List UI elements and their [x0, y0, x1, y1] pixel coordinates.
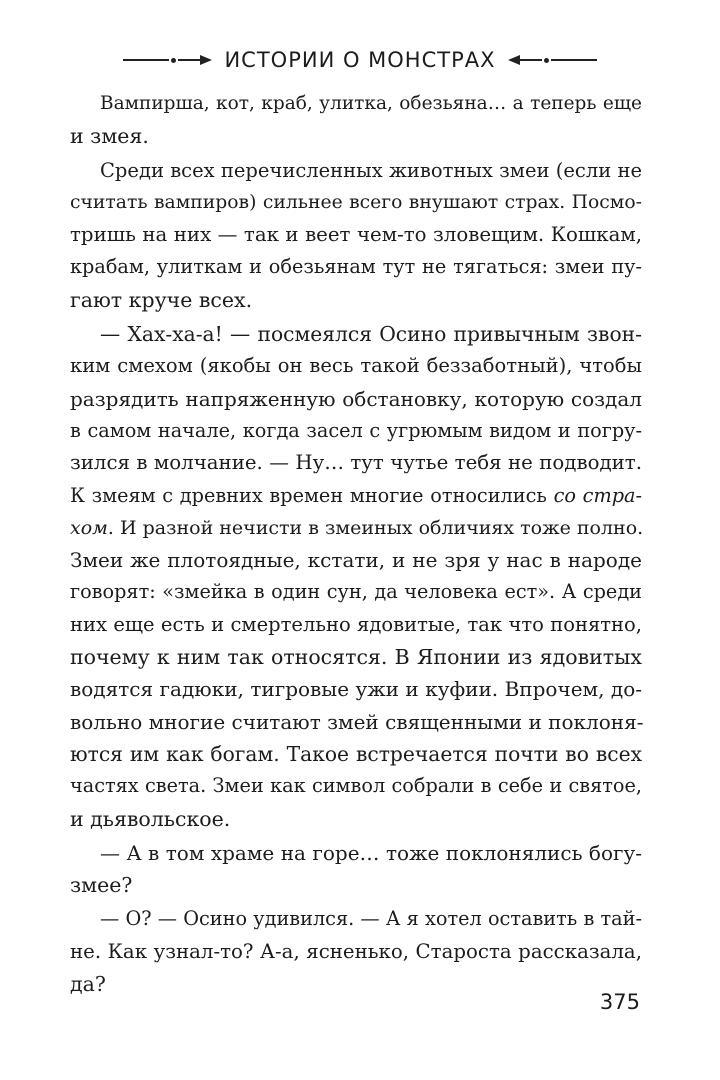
text-segment: К змеям с древних времен многие относились	[70, 483, 547, 507]
italic-text: хом	[70, 516, 108, 539]
text-line: — Хах-ха-а! — посмеялся Осино привычным звон-	[100, 322, 642, 347]
text-line: и дьявольское.	[70, 806, 231, 831]
text-line: почему к ним так относятся. В Японии из ядовитых	[70, 645, 642, 670]
text-line: частях света. Змеи как символ собрали в себе и святое,	[70, 774, 642, 798]
text-line: и змея.	[70, 124, 149, 149]
text-line: них еще есть и смертельно ядовитые, так что понятно,	[70, 612, 642, 636]
text-line	[70, 512, 642, 544]
text-line: Среди всех перечисленных животных змеи (если не	[100, 158, 642, 182]
text-line: — О? — Осино удивился. — А я хотел оставить в тай-	[100, 907, 642, 931]
text-line: зился в молчание. — Ну… тут чутье тебя не подводит.	[70, 451, 642, 475]
text-line: крабам, улиткам и обезьянам тут не тягаться: змеи пу-	[70, 255, 642, 279]
text-segment: . И разной нечисти в змеиных обличиях тоже полно.	[107, 516, 644, 539]
text-line: ким смехом (якобы он весь такой беззаботный), чтобы	[70, 354, 642, 378]
text-line: вольно многие считают змей священными и поклоня-	[70, 709, 644, 734]
text-line: считать вампиров) сильнее всего внушают страх. Посмо-	[70, 191, 642, 213]
text-line: ются им как богам. Такое встречается почти во всех	[70, 741, 642, 766]
text-line: гают круче всех.	[70, 287, 253, 312]
text-line	[70, 480, 642, 512]
text-line: змее?	[70, 873, 133, 898]
text-line: — А в том храме на горе… тоже поклонялись богу-	[100, 840, 642, 865]
page-number: 375	[599, 990, 640, 1014]
text-line: да?	[70, 972, 106, 997]
text-line: водятся гадюки, тигровые ужи и куфии. Впрочем, до-	[70, 677, 642, 702]
header-ornament-left	[123, 55, 212, 65]
text-line: Вампирша, кот, краб, улитка, обезьяна… а теперь еще	[100, 93, 642, 114]
text-line: говорят: «змейка в один сун, да человека ест». А среди	[70, 580, 642, 604]
text-line: тришь на них — так и веет чем-то зловещим. Кошкам,	[70, 223, 642, 247]
text-line: разрядить напряженную обстановку, которую создал	[70, 386, 642, 411]
header-ornament-right	[508, 55, 597, 65]
text-line: Змеи же плотоядные, кстати, и не зря у нас в народе	[70, 548, 642, 573]
text-line: в самом начале, когда засел с угрюмым видом и погру-	[70, 418, 642, 442]
italic-text: со стра-	[553, 483, 643, 507]
body-text	[70, 88, 642, 1000]
running-header	[0, 40, 720, 80]
text-line: не. Как узнал-то? А-а, ясненько, Староста рассказала,	[70, 939, 642, 963]
running-header-title: ИСТОРИИ О МОНСТРАХ	[224, 48, 496, 72]
